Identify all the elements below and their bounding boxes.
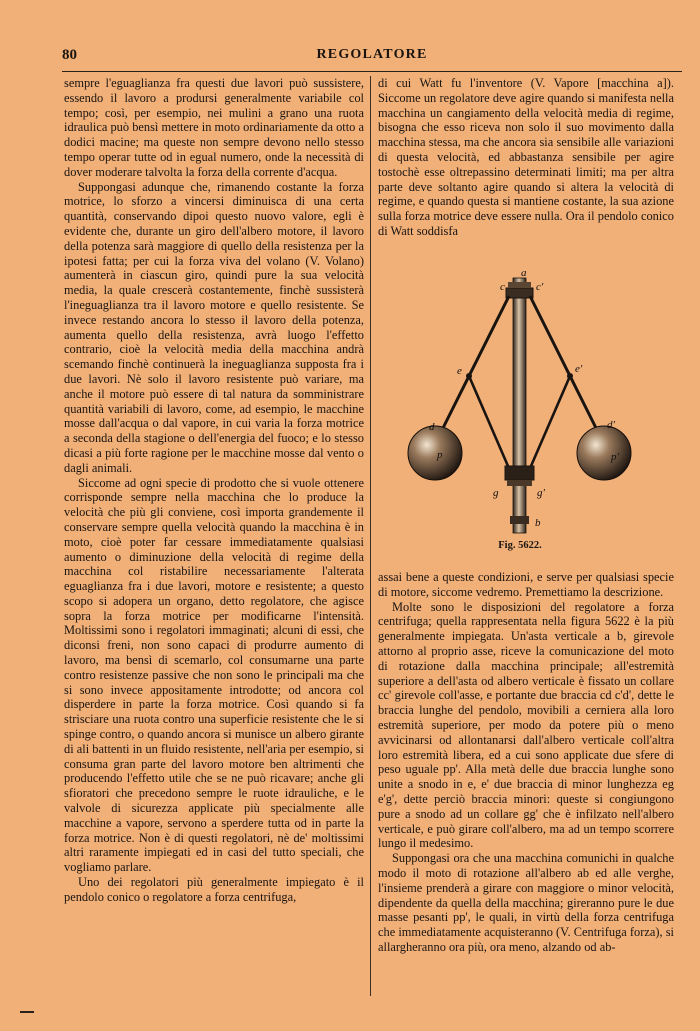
paragraph: Siccome ad ogni specie di prodotto che si vuole ottenere corrisponde sempre nella macchina che lo produce la velocità che più gli conviene, così importa grandemente il conservare sempre quella velocità quando la macchina è in moto, cioè poter far cessare immediatamente qualsiasi aumento o diminuzione della velocità di regime della macchina col ristabilire necessariamente l'alterata eguaglianza fra i due lavori, motore e resistente; a questo scopo si adopera un organo, detto regolatore, che agisce sopra la forza motrice per modificarne l'intensità. Moltissimi sono i regolatori immaginati; alcuni di essi, che diconsi freni, non sono capaci di produrre aumento di lavoro, ma bensì di scemarlo, col consumarne una parte contro resistenze passive che non sono le principali ma che si sono invece appositamente introdotte; od ancora col disperdere in parte la forza motrice. Così quando si fa strisciare una ruota contro una superficie resistente che le si spinge contro, o quando ancora si munisce un albero girante di ali battenti in un fluido resistente, nell'aria per esempio, si consuma gran parte del lavoro motore ben altrimenti che producendo l'effetto utile che se ne può ricavare; anche gli sfioratori che precedono sempre le ruote idrauliche, e le valvole di sicurezza applicate più specialmente alle macchine a vapore, servono a sperdere tutta od in parte la forza motrice. Non è di questi regolatori, nè de' moltissimi altri raramente impiegati ed in casi del tutto speciali, che vogliamo parlare. bbox=[64, 475, 364, 875]
label-g: g bbox=[493, 487, 499, 499]
running-head: REGOLATORE bbox=[316, 47, 428, 62]
label-c-prime: c' bbox=[536, 281, 544, 293]
paragraph: Uno dei regolatori più generalmente impiegato è il pendolo conico o regolatore a forza centrifuga, bbox=[64, 875, 364, 904]
page-header bbox=[62, 47, 682, 67]
label-d: d bbox=[429, 421, 435, 433]
figure-caption: Fig. 5622. bbox=[498, 540, 542, 551]
page-number: 80 bbox=[62, 47, 77, 63]
paragraph: Suppongasi adunque che, rimanendo costante la forza motrice, lo sforzo a vincersi diminuisca di una certa quantità, conservando dipoi questo nuovo valore, egli è evidente che, durante un giro dell'albero motore, il lavoro della potenza sarà maggiore di quello della resistenza per la ipotesi fatta; per cui la forza viva del volano (V. Volano) aumenterà in ciascun giro, quindi pure la sua velocità media, la quale crescerà costantemente, finchè sussisterà l'ineguaglianza tra il lavoro motore e quello resistente. Se invece restando ancora lo stesso il lavoro della potenza, aumenta quello della resistenza, avrà luogo l'effetto contrario, cioè la velocità media della macchina andrà scemando finchè continuerà la ineguaglianza supposta fra i due lavori. Nè solo il lavoro resistente può variare, ma anche il motore può essere di tal natura da somministrare quantità variabili di lavoro, come, ad esempio, le macchine mosse dall'acqua o dal vapore, in cui varia la forza motrice a seconda della stagione o dell'energia del fuoco; e lo stesso dicasi a più forte ragione per le macchine mosse dal vento o dagli animali. bbox=[64, 179, 364, 475]
right-column-bottom bbox=[378, 570, 674, 955]
label-e: e bbox=[457, 365, 462, 377]
centrifugal-governor-illustration bbox=[395, 268, 645, 538]
label-d-prime: d' bbox=[607, 419, 615, 431]
paragraph: Molte sono le disposizioni del regolatore a forza centrifuga; quella rappresentata nella figura 5622 è la più generalmente impiegata. Un'asta verticale a b, girevole attorno al proprio asse, riceve la comunicazione del moto di rotazione dalla macchina principale; all'estremità superiore a dell'asta od albero verticale è fissato un collare cc' girevole coll'asse, e portante due braccia cd c'd', dette le braccia lunghe del pendolo, movibili a cerniera alla loro estremità superiore, per modo da potere più o meno avvicinarsi od allontanarsi dall'albero verticale coll'altra loro estremità libera, ed a cui sono applicate due sfere di peso uguale pp'. Alla metà delle due braccia lunghe sono unite a snodo in e, e' due braccia di minor lunghezza eg e'g', dette perciò braccia minori: queste si congiungono pure a snodo ad un collare gg' che è infilzato nell'albero verticale, e può girare coll'albero, ma ad un tempo scorrere lungo il medesimo. bbox=[378, 599, 674, 851]
label-p: p bbox=[437, 449, 443, 461]
left-column bbox=[64, 76, 364, 996]
label-e-prime: e' bbox=[575, 363, 583, 375]
paragraph: assai bene a queste condizioni, e serve per qualsiasi specie di motore, siccome vedremo. Premettiamo la descrizione. bbox=[378, 570, 674, 599]
figure-5622 bbox=[395, 268, 645, 538]
footer-mark bbox=[20, 1011, 34, 1013]
label-a: a bbox=[521, 268, 527, 279]
paragraph: sempre l'eguaglianza fra questi due lavori può sussistere, essendo il lavoro a prodursi generalmente variabile col tempo; così, per esempio, nei mulini a grano una ruota idraulica può bensì mettere in moto ordinariamente da otto a dodici macine; ma queste non sempre devono nello stesso tempo operar tutte od in egual numero, onde la necessità di dover moderare talvolta la forza della corrente d'acqua. bbox=[64, 76, 364, 179]
label-p-prime: p' bbox=[611, 451, 619, 463]
header-rule bbox=[62, 71, 682, 72]
paragraph: di cui Watt fu l'inventore (V. Vapore [macchina a]). Siccome un regolatore deve agire quando si manifesta nella macchina un cangiamento della velocità media di regime, bisogna che esso riceva non solo il suo movimento dalla macchina stessa, ma che ancora sia sensibile alle variazioni di questa velocità, ed abbastanza sensibile per agire tostochè esse oltrepassino determinati limiti; ma per altra parte deve soltanto agire quando si altera la velocità di regime, e quando questa si mantiene costante, la sua azione sulla forza motrice deve essere nulla. Ora il pendolo conico di Watt soddisfa bbox=[378, 76, 674, 238]
column-divider bbox=[370, 76, 371, 996]
label-c: c bbox=[500, 281, 505, 293]
right-column-top bbox=[378, 76, 674, 239]
label-g-prime: g' bbox=[537, 487, 545, 499]
paragraph: Suppongasi ora che una macchina comunichi in qualche modo il moto di rotazione all'albero ab ed alle verghe, l'insieme prenderà a girare con maggiore o minor velocità, dipendente da quella della macchina; gireranno pure le due masse pesanti pp', le quali, in virtù della forza centrifuga che immediatamente acquisteranno (V. Centrifuga forza), si allargheranno ora più, ora meno, alzando od ab- bbox=[378, 851, 674, 954]
label-b: b bbox=[535, 517, 541, 529]
